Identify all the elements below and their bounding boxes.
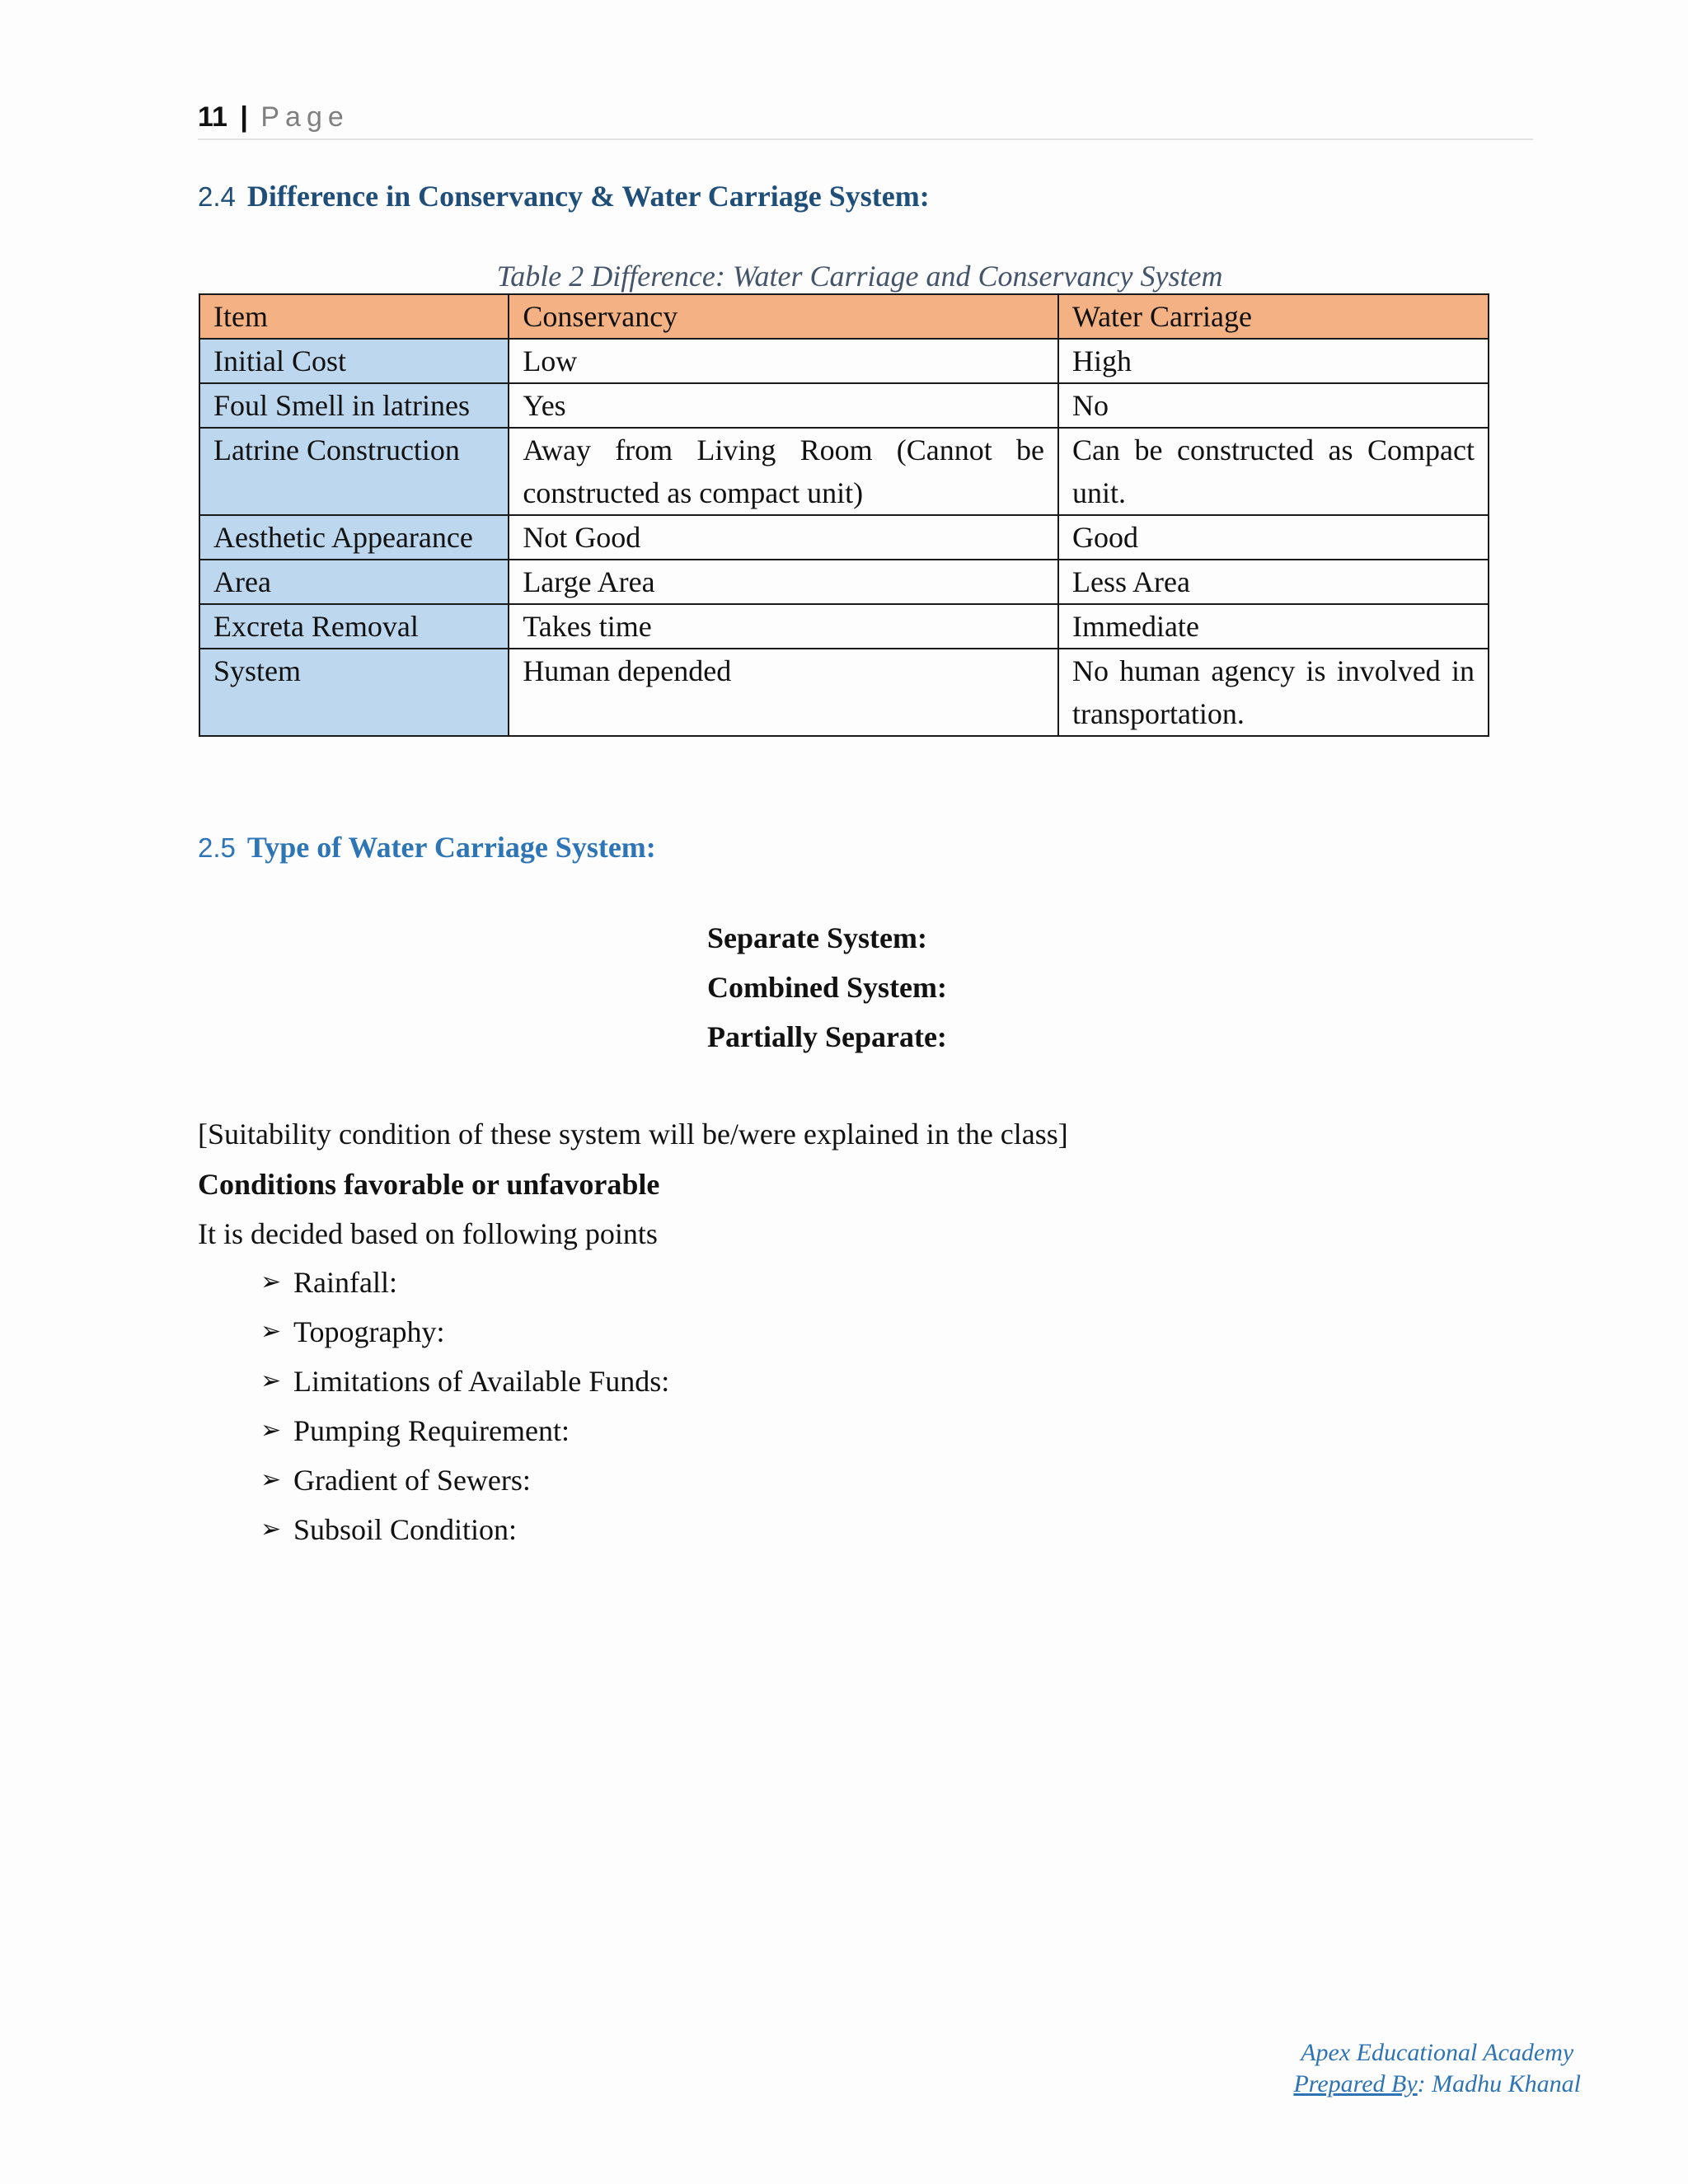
item-cell: Latrine Construction bbox=[199, 428, 509, 515]
item-cell: Foul Smell in latrines bbox=[199, 383, 509, 428]
conservancy-cell: Yes bbox=[509, 383, 1058, 428]
based-on-text: It is decided based on following points bbox=[198, 1217, 658, 1250]
conservancy-cell: Not Good bbox=[509, 515, 1058, 560]
system-type: Separate System: bbox=[707, 921, 927, 954]
water-carriage-cell: Can be constructed as Compact unit. bbox=[1058, 428, 1489, 515]
point-text: Limitations of Available Funds: bbox=[293, 1365, 670, 1398]
section-title: Type of Water Carriage System: bbox=[246, 831, 656, 864]
section-title: Difference in Conservancy & Water Carriage System: bbox=[246, 180, 930, 213]
system-type: Partially Separate: bbox=[707, 1020, 947, 1053]
water-carriage-cell: Less Area bbox=[1058, 560, 1489, 604]
system-types-list bbox=[707, 913, 947, 1062]
list-item bbox=[260, 1455, 669, 1505]
item-cell: Initial Cost bbox=[199, 339, 509, 383]
table-row bbox=[199, 383, 1489, 428]
conservancy-cell: Large Area bbox=[509, 560, 1058, 604]
list-item bbox=[260, 1307, 669, 1357]
point-text: Rainfall: bbox=[293, 1266, 397, 1299]
header-cell: Item bbox=[199, 294, 509, 339]
list-item bbox=[260, 1505, 669, 1554]
arrow-bullet-icon: ➢ bbox=[260, 1366, 282, 1395]
list-item bbox=[260, 1258, 669, 1307]
prepared-by-label: Prepared By bbox=[1293, 2070, 1418, 2097]
water-carriage-cell: Immediate bbox=[1058, 604, 1489, 649]
table-caption: Table 2 Difference: Water Carriage and Conservancy System bbox=[496, 260, 1223, 293]
prepared-by-name: : Madhu Khanal bbox=[1417, 2070, 1581, 2097]
water-carriage-cell: High bbox=[1058, 339, 1489, 383]
table-row bbox=[199, 515, 1489, 560]
point-text: Topography: bbox=[293, 1315, 445, 1348]
table-header-row bbox=[199, 294, 1489, 339]
point-text: Pumping Requirement: bbox=[293, 1414, 570, 1447]
system-type: Combined System: bbox=[707, 971, 948, 1004]
point-text: Subsoil Condition: bbox=[293, 1513, 518, 1546]
conditions-title: Conditions favorable or unfavorable bbox=[198, 1168, 660, 1201]
page-word: Page bbox=[260, 101, 349, 133]
item-cell: System bbox=[199, 649, 509, 736]
arrow-bullet-icon: ➢ bbox=[260, 1268, 282, 1296]
conservancy-cell: Away from Living Room (Cannot be constructed as compact unit) bbox=[509, 428, 1058, 515]
table-row bbox=[199, 604, 1489, 649]
arrow-bullet-icon: ➢ bbox=[260, 1515, 282, 1544]
points-list bbox=[260, 1258, 669, 1554]
arrow-bullet-icon: ➢ bbox=[260, 1465, 282, 1494]
table-row bbox=[199, 649, 1489, 736]
conservancy-cell: Low bbox=[509, 339, 1058, 383]
arrow-bullet-icon: ➢ bbox=[260, 1416, 282, 1445]
footer-academy: Apex Educational Academy bbox=[1301, 2039, 1574, 2066]
table-row bbox=[199, 339, 1489, 383]
header-cell: Conservancy bbox=[509, 294, 1058, 339]
point-text: Gradient of Sewers: bbox=[293, 1464, 531, 1497]
arrow-bullet-icon: ➢ bbox=[260, 1317, 282, 1346]
list-item bbox=[260, 1357, 669, 1406]
section-number: 2.5 bbox=[198, 832, 236, 863]
water-carriage-cell: Good bbox=[1058, 515, 1489, 560]
water-carriage-cell: No human agency is involved in transportation. bbox=[1058, 649, 1489, 736]
header-cell: Water Carriage bbox=[1058, 294, 1489, 339]
table-row bbox=[199, 428, 1489, 515]
page-separator: | bbox=[240, 101, 248, 133]
item-cell: Area bbox=[199, 560, 509, 604]
list-item bbox=[260, 1406, 669, 1455]
page-number: 11 bbox=[198, 101, 227, 133]
section-heading-2-5 bbox=[198, 827, 656, 868]
suitability-note: [Suitability condition of these system will be/were explained in the class] bbox=[198, 1118, 1068, 1151]
table-row bbox=[199, 560, 1489, 604]
water-carriage-cell: No bbox=[1058, 383, 1489, 428]
comparison-table bbox=[199, 293, 1489, 737]
item-cell: Aesthetic Appearance bbox=[199, 515, 509, 560]
conservancy-cell: Human depended bbox=[509, 649, 1058, 736]
section-heading-2-4 bbox=[198, 176, 930, 217]
page-footer bbox=[1293, 2037, 1581, 2100]
section-number: 2.4 bbox=[198, 181, 236, 212]
footer-prepared bbox=[1293, 2069, 1581, 2100]
item-cell: Excreta Removal bbox=[199, 604, 509, 649]
page-header bbox=[198, 97, 1533, 140]
conservancy-cell: Takes time bbox=[509, 604, 1058, 649]
